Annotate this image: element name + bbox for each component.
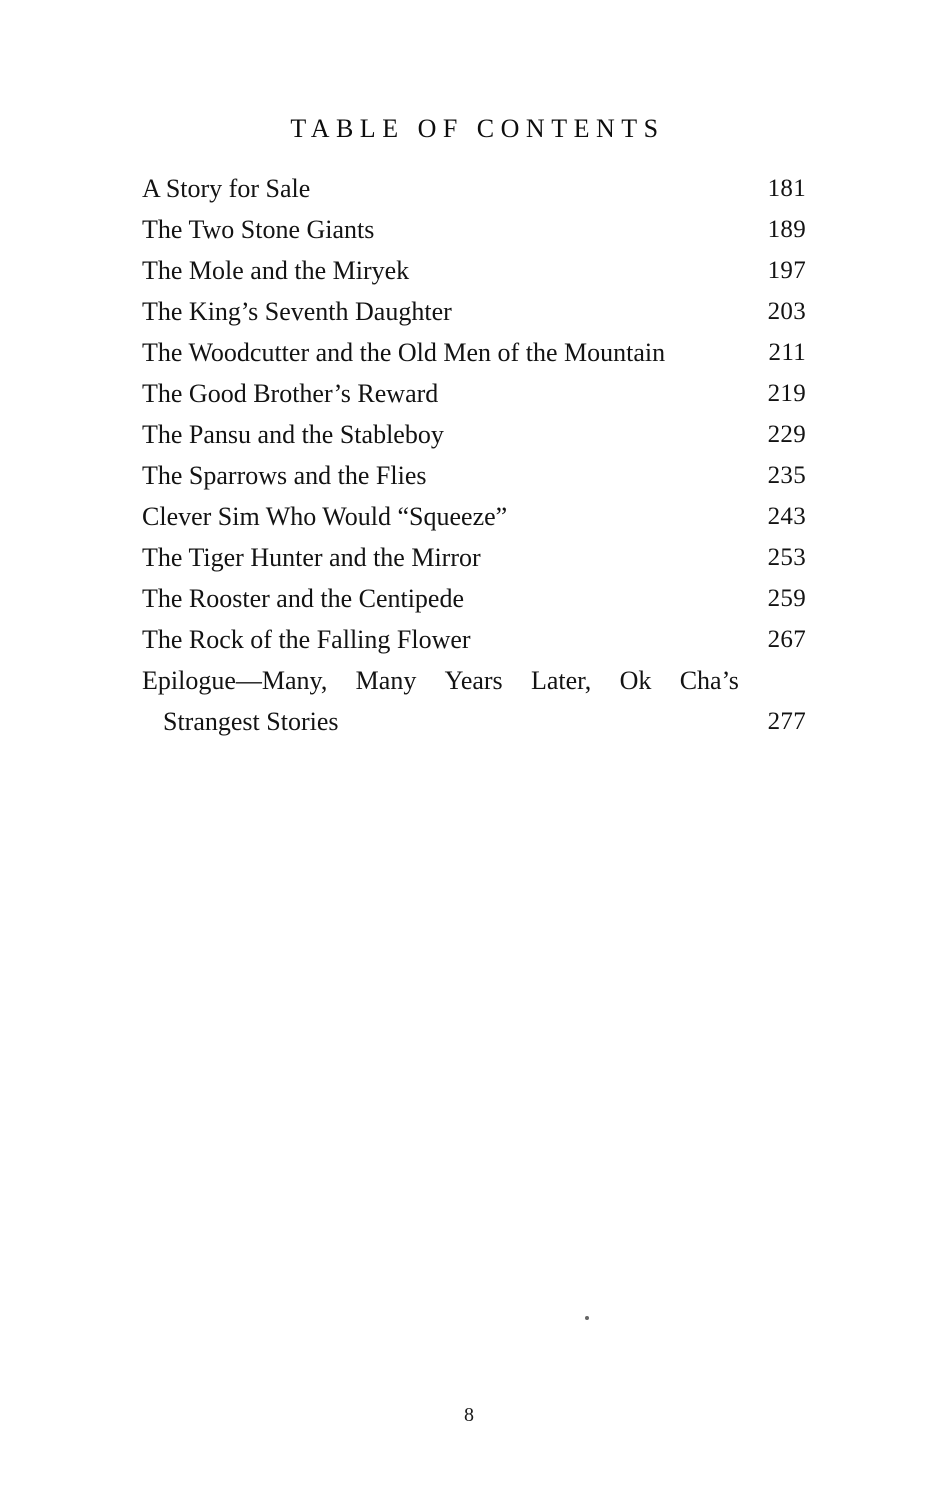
toc-entry-title: The Mole and the Miryek [142, 256, 410, 285]
toc-entry [142, 578, 806, 619]
toc-entry [142, 414, 806, 455]
toc-entry-title-line-1: Epilogue—Many, Many Years Later, Ok Cha’s [142, 666, 739, 695]
toc-entry-page-number: 211 [768, 339, 806, 366]
toc-entry-title: The King’s Seventh Daughter [142, 297, 452, 326]
toc-entry-page-number: 203 [767, 298, 806, 325]
toc-entry-page-number: 243 [767, 503, 806, 530]
toc-entry-title: The Two Stone Giants [142, 215, 375, 244]
toc-entry [142, 250, 806, 291]
toc-entry [142, 619, 806, 660]
toc-entry-page-number: 181 [767, 175, 806, 202]
toc-entry-page-number: 277 [767, 708, 806, 735]
toc-entry-title: The Rooster and the Centipede [142, 584, 465, 613]
toc-entry-page-number: 267 [767, 626, 806, 653]
toc-entry [142, 373, 806, 414]
toc-entry [142, 537, 806, 578]
toc-entry-page-number: 253 [767, 544, 806, 571]
toc-entry-title: The Rock of the Falling Flower [142, 625, 471, 654]
toc-entry-title: The Sparrows and the Flies [142, 461, 427, 490]
toc-entry-title: Clever Sim Who Would “Squeeze” [142, 502, 508, 531]
toc-entry [142, 209, 806, 250]
toc-entry-page-number: 235 [767, 462, 806, 489]
toc-entry-page-number: 259 [767, 585, 806, 612]
table-of-contents-list [142, 168, 806, 742]
toc-entry-title-line-2: Strangest Stories [163, 707, 339, 736]
page-title: TABLE OF CONTENTS [290, 114, 665, 143]
toc-entry [142, 496, 806, 537]
toc-entry-title: The Tiger Hunter and the Mirror [142, 543, 481, 572]
toc-entry [142, 168, 806, 209]
toc-entry-page-number: 229 [767, 421, 806, 448]
toc-entry-page-number: 189 [767, 216, 806, 243]
toc-entry [142, 660, 806, 742]
toc-entry-page-number: 219 [767, 380, 806, 407]
toc-entry-title: The Good Brother’s Reward [142, 379, 439, 408]
folio-page-number: 8 [464, 1404, 474, 1426]
toc-entry-title: The Woodcutter and the Old Men of the Mountain [142, 338, 666, 367]
toc-entry [142, 455, 806, 496]
toc-entry [142, 332, 806, 373]
scan-artifact-speck [585, 1316, 589, 1320]
toc-entry-title: The Pansu and the Stableboy [142, 420, 444, 449]
toc-entry-page-number: 197 [767, 257, 806, 284]
toc-entry [142, 291, 806, 332]
toc-entry-title: A Story for Sale [142, 174, 311, 203]
